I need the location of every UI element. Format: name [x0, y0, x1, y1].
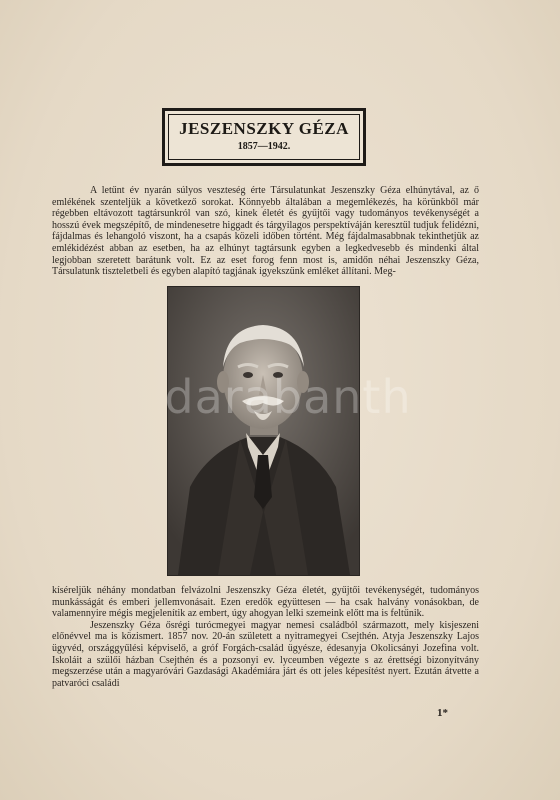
page-number: 1* — [437, 707, 448, 719]
body-text-block — [52, 585, 479, 689]
paragraph-biography: Jeszenszky Géza ősrégi turócmegyei magyar nemesi családból származott, mely kisjeszeni előnévvel ma is közismert. 1857 nov. 20-án született a nyitramegyei Csejthén. Atyja Jeszenszky Lajos ügyvéd, országgyűlési képviselő, a gróf Forgách-család ügyésze, édesanyja Okolicsányi Jozefina volt. Iskoláit a szülői házban Csejthén és a pozsonyi ev. lyceumben végezte s az érettségi bizonyítvány megszerzése után a magyaróvári Gazdasági Akadémiára járt és ott jeles képesítést nyert. Ezután átvette a patvaróci családi — [52, 619, 479, 689]
watermark: darabanth — [164, 370, 412, 424]
portrait-illustration — [168, 287, 359, 575]
title-frame — [162, 108, 366, 166]
paragraph-continuation: kíséreljük néhány mondatban felvázolni Jeszenszky Géza életét, gyűjtői tevékenységét, tudományos munkásságát és emberi jellemvonásait. Ezen eredők együttesen — ha csak halvány vonásokban, de valamennyire mégis megjelenítik az embert, úgy ahogyan lelki szemeink előtt ma is feltűnik. — [52, 585, 479, 620]
portrait-photo — [167, 286, 360, 576]
intro-text-block — [52, 185, 479, 278]
article-title: JESZENSZKY GÉZA — [179, 119, 349, 138]
paragraph-intro: A letűnt év nyarán súlyos veszteség érte Társulatunkat Jeszenszky Géza elhúnytával, az ő emlékének szenteljük a következő sorokat. Könnyebb általában a megemlékezés, ha körünkből már régebben eltávozott tagtársunkról van szó, kinek életét és gyűjtői vagy tudományos tevékenységét a hosszú évek megszépítő, de mindenesetre higgadt és tárgyilagos perspektíváján keresztül tudjuk felidézni, fájdalmas és lehangoló viszont, ha a csapás közeli időben történt. Még fájdalmasabbnak tekinthetjük az emlékidézést abban az esetben, ha az elhúnyt tagtársunk egyben a legkedvesebb és mindenki által legjobban szeretett barátunk volt. Ez az eset forog fenn most is, amidőn néhai Jeszenszky Géza, Társulatunk tiszteletbeli és egyben alapító tagjának igyekszünk emléket állítani. Meg- — [52, 185, 479, 278]
article-years: 1857—1942. — [237, 141, 291, 152]
